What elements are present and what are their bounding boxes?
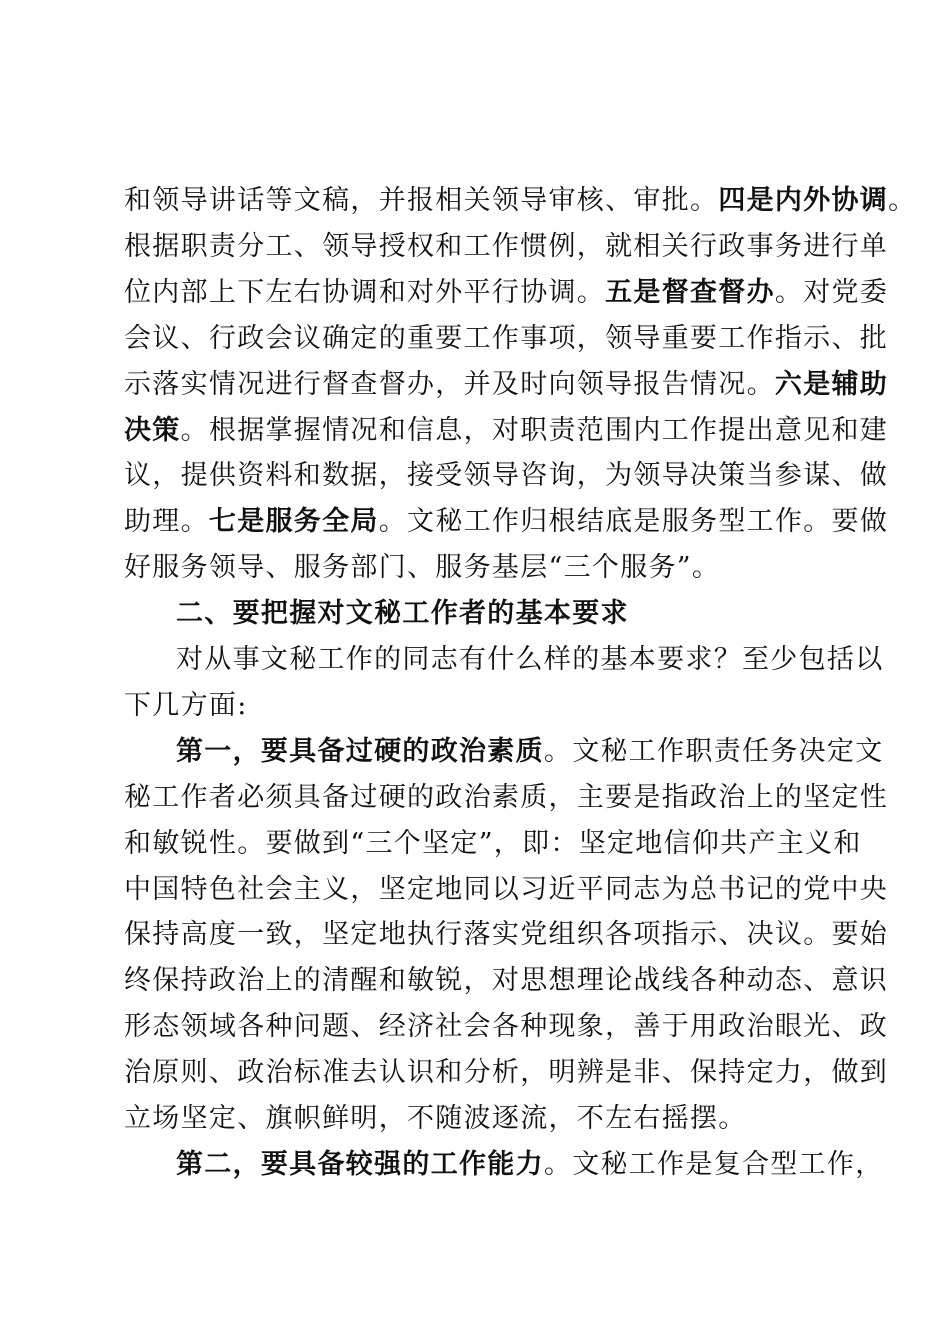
text-line — [176, 732, 896, 772]
text-line — [176, 1145, 896, 1185]
text-line — [124, 915, 889, 955]
text-line — [124, 181, 917, 221]
bold-text-segment: 第二，要具备较强的工作能力 — [176, 1148, 544, 1180]
text-line — [176, 594, 896, 634]
text-line — [124, 227, 889, 267]
text-line — [124, 1099, 844, 1139]
text-segment: 好服务领导、服务部门、服务基层“三个服务”。 — [124, 552, 721, 584]
text-segment: 对从事文秘工作的同志有什么样的基本要求？至少包括以 — [176, 644, 884, 675]
text-line — [124, 502, 889, 542]
bold-text-segment: 五是督查督办 — [605, 276, 775, 308]
text-segment: 中国特色社会主义，坚定地同以习近平同志为总书记的党中央 — [124, 873, 889, 905]
text-segment: 。文秘工作归根结底是服务型工作。要做 — [378, 506, 889, 538]
text-line — [124, 365, 889, 405]
text-segment: 秘工作者必须具备过硬的政治素质，主要是指政治上的坚定性 — [124, 781, 889, 813]
text-segment: 。根据掌握情况和信息，对职责范围内工作提出意见和建 — [180, 414, 889, 446]
text-segment: 会议、行政会议确定的重要工作事项，领导重要工作指示、批 — [124, 322, 889, 354]
text-line — [124, 778, 889, 818]
bold-text-segment: 二、要把握对文秘工作者的基本要求 — [176, 598, 629, 630]
text-segment: 治原则、政治标准去认识和分析，明辨是非、保持定力，做到 — [124, 1057, 889, 1089]
text-line — [124, 686, 844, 726]
text-line — [124, 456, 889, 496]
bold-text-segment: 决策 — [124, 414, 181, 446]
text-line — [176, 640, 896, 680]
text-segment: 保持高度一致，坚定地执行落实党组织各项指示、决议。要始 — [124, 919, 889, 951]
text-segment: 位内部上下左右协调和对外平行协调。 — [124, 276, 606, 308]
text-segment: 。文秘工作职责任务决定文 — [543, 735, 884, 767]
text-segment: 议，提供资料和数据，接受领导咨询，为领导决策当参谋、做 — [124, 460, 889, 492]
text-segment: 立场坚定、旗帜鲜明，不随波逐流，不左右摇摆。 — [124, 1103, 747, 1134]
bold-text-segment: 四是内外协调 — [718, 185, 889, 216]
text-segment: 下几方面: — [124, 689, 248, 721]
text-line — [124, 870, 889, 910]
text-segment: 终保持政治上的清醒和敏锐，对思想理论战线各种动态、意识 — [124, 965, 889, 997]
text-segment: 和领导讲话等文稿，并报相关领导审核、审批。 — [124, 185, 719, 216]
text-segment: 示落实情况进行督查督办，并及时向领导报告情况。 — [124, 368, 775, 400]
text-segment: 形态领域各种问题、经济社会各种现象，善于用政治眼光、政 — [124, 1011, 889, 1043]
text-line — [124, 824, 862, 864]
bold-text-segment: 六是辅助 — [774, 368, 889, 400]
text-segment: 根据职责分工、领导授权和工作惯例，就相关行政事务进行单 — [124, 230, 889, 262]
bold-text-segment: 第一，要具备过硬的政治素质 — [176, 735, 544, 767]
text-line — [124, 1053, 889, 1093]
text-segment: 。对党委 — [774, 276, 889, 308]
text-segment: 和敏锐性。要做到“三个坚定”，即：坚定地信仰共产主义和 — [124, 827, 862, 859]
bold-text-segment: 七是服务全局 — [208, 506, 379, 538]
text-line — [124, 961, 889, 1001]
text-line — [124, 1007, 889, 1047]
text-line — [124, 273, 889, 313]
text-segment: 助理。 — [124, 506, 209, 538]
text-line — [124, 411, 889, 451]
text-segment: 。 — [888, 185, 917, 216]
text-line — [124, 319, 889, 359]
text-segment: 。文秘工作是复合型工作， — [543, 1148, 884, 1180]
text-line — [124, 548, 844, 588]
